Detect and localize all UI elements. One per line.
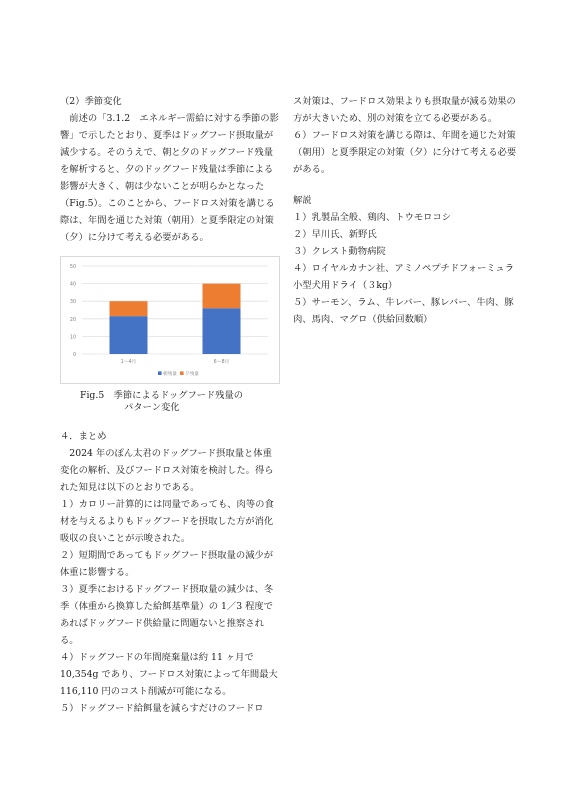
note-5: ５）サーモン、ラム、牛レバー、豚レバー、牛肉、豚肉、馬肉、マグロ（供給回数順）	[293, 297, 514, 325]
note-3: ３）クレスト動物病院	[293, 246, 386, 257]
caption-line-1: Fig.5 季節によるドッグフード残量の	[80, 390, 244, 401]
y-tick-label: 20	[69, 317, 76, 323]
right-column	[293, 93, 517, 328]
legend-swatch	[158, 371, 162, 375]
bar-evening-2	[203, 284, 241, 309]
summary-item-2: ２）短期間であってもドッグフード摂取量の減少が体重に影響する。	[60, 550, 274, 578]
section-heading-seasonal: （2）季節変化	[60, 96, 122, 107]
note-2: ２）早川氏、新野氏	[293, 229, 377, 240]
caption-line-2: パターン変化	[124, 402, 180, 413]
summary-item-5: ５）ドッグフード給餌量を減らすだけのフードロ	[60, 703, 264, 714]
legend-label: 夕残量	[185, 372, 199, 377]
notes-heading: 解説	[293, 195, 312, 206]
y-tick-label: 30	[69, 300, 76, 306]
x-tick-label: 6～8月	[213, 360, 230, 365]
paragraph-seasonal: 前述の「3.1.2 エネルギー需給に対する季節の影響」で示したとおり、夏季はドッグフード摂取量が減少する。そのうえで、朝と夕のドッグフード残量を解析すると、夕のドッグフード残量は季節による影響が大きく、朝は少ないことが明らかとなった（Fig.5）。このことから、フードロス対策を講じる際は、年間を通じた対策（朝用）と夏季限定の対策（夕）に分けて考える必要がある。	[60, 113, 279, 243]
bar-evening-1	[110, 301, 148, 316]
summary-intro: 2024 年のぽん太君のドッグフード摂取量と体重変化の解析、及びフードロス対策を検討した。得られた知見は以下のとおりである。	[60, 448, 274, 493]
bar-morning-2	[203, 308, 241, 354]
y-tick-label: 10	[69, 335, 76, 341]
figure-5	[60, 256, 280, 414]
legend-label: 朝残量	[163, 372, 177, 377]
summary-item-5-continued: ス対策は、フードロス効果よりも摂取量が減る効果の方が大きいため、別の対策を立てる必要がある。	[293, 96, 516, 124]
chart-fig5	[60, 256, 280, 384]
summary-item-4: ４）ドッグフードの年間廃棄量は約 11 ヶ月で 10,354g であり、フードロス対策によって年間最大 116,110 円のコスト削減が可能になる。	[60, 652, 278, 697]
figure-caption	[80, 390, 280, 414]
x-tick-label: 1～4月	[120, 360, 137, 365]
summary-item-3: ３）夏季におけるドッグフード摂取量の減少は、冬季（体重から換算した給餌基準量）の 1／3 程度であればドッグフード供給量に問題ないと推察される。	[60, 584, 274, 646]
section-heading-summary: ４．まとめ	[60, 431, 107, 442]
bar-morning-1	[110, 316, 148, 354]
summary-item-1: １）カロリー計算的には同量であっても、肉等の食材を与えるよりもドッグフードを摂取した方が消化吸収の良いことが示唆された。	[60, 499, 274, 544]
y-tick-label: 0	[72, 353, 76, 358]
note-4: ４）ロイヤルカナン社、アミノペプチドフォーミュラ小型犬用ドライ（３kg）	[293, 263, 514, 291]
y-tick-label: 50	[69, 265, 76, 270]
y-tick-label: 40	[69, 282, 76, 288]
legend-swatch	[180, 371, 184, 375]
left-column	[60, 93, 280, 717]
summary-item-6: ６）フードロス対策を講じる際は、年間を通じた対策（朝用）と夏季限定の対策（夕）に分けて考える必要がある。	[293, 130, 517, 175]
note-1: １）乳製品全般、鶏肉、トウモロコシ	[293, 212, 452, 223]
